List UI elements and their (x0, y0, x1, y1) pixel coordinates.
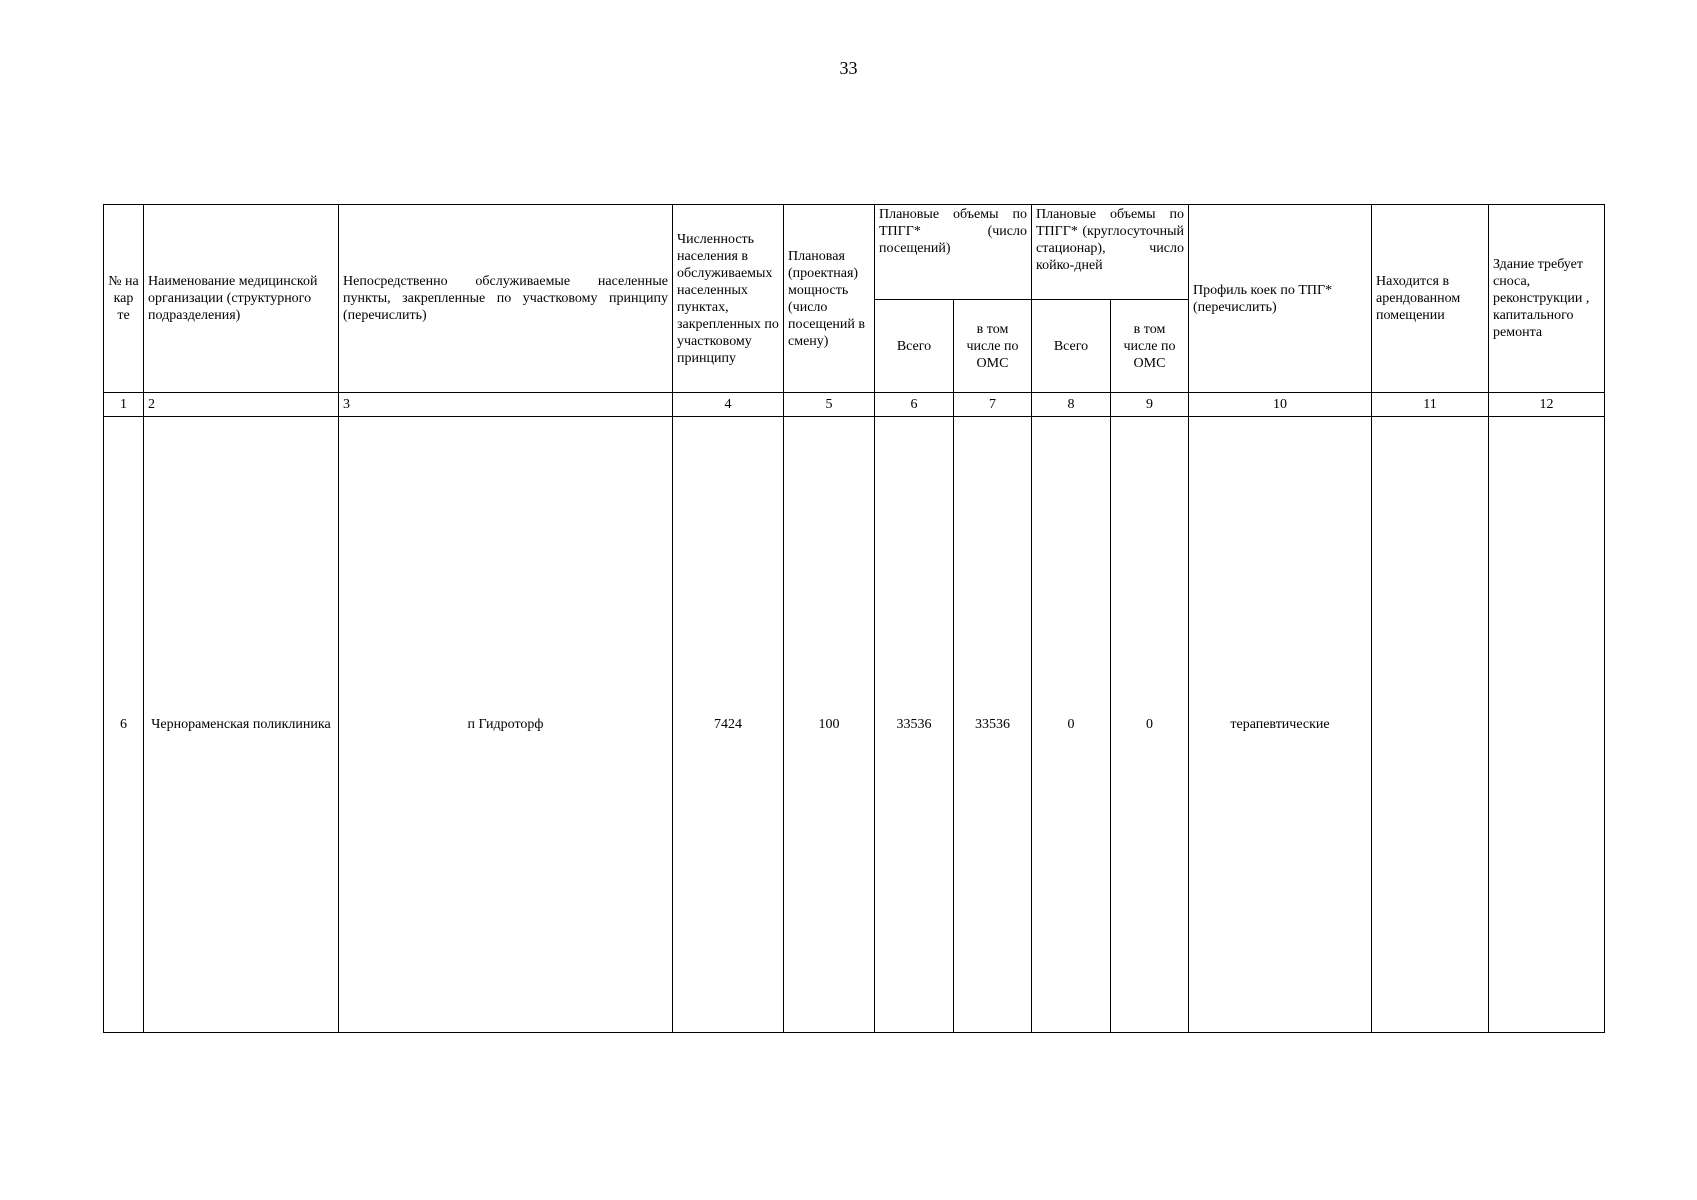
header-visits-total: Всего (875, 300, 954, 393)
column-number: 1 (104, 393, 144, 417)
header-bed-profile: Профиль коек по ТПГ* (перечислить) (1189, 205, 1372, 393)
column-number: 4 (673, 393, 784, 417)
cell-needs-repair (1489, 417, 1605, 1033)
header-bed-days-oms: в том числе по ОМС (1111, 300, 1189, 393)
column-number: 8 (1032, 393, 1111, 417)
header-map-number: № на кар те (104, 205, 144, 393)
page-number: 33 (839, 58, 858, 78)
column-number: 9 (1111, 393, 1189, 417)
column-number: 11 (1372, 393, 1489, 417)
column-number: 12 (1489, 393, 1605, 417)
header-group-tpgg-stationary: Плановые объемы по ТПГГ* (круглосуточный стационар), число койко-дней (1032, 205, 1189, 300)
cell-visits-total: 33536 (875, 417, 954, 1033)
cell-organization-name: Чернораменская поликлиника (144, 417, 339, 1033)
cell-capacity: 100 (784, 417, 875, 1033)
cell-bed-profile: терапевтические (1189, 417, 1372, 1033)
header-group-tpgg-visits: Плановые объемы по ТПГГ* (число посещений) (875, 205, 1032, 300)
table-header-row (104, 205, 1605, 300)
header-bed-days-total: Всего (1032, 300, 1111, 393)
column-number: 5 (784, 393, 875, 417)
column-number: 2 (144, 393, 339, 417)
header-organization-name: Наименование медицинской организации (структурного подразделения) (144, 205, 339, 393)
cell-map-number: 6 (104, 417, 144, 1033)
header-settlements: Непосредственно обслуживаемые населенные пункты, закрепленные по участковому принципу (перечислить) (339, 205, 673, 393)
cell-bed-days-oms: 0 (1111, 417, 1189, 1033)
column-number: 10 (1189, 393, 1372, 417)
medical-organizations-table (103, 204, 1605, 1033)
cell-rented (1372, 417, 1489, 1033)
cell-population: 7424 (673, 417, 784, 1033)
cell-settlements: п Гидроторф (339, 417, 673, 1033)
cell-visits-oms: 33536 (954, 417, 1032, 1033)
column-numbers-row (104, 393, 1605, 417)
header-population: Численность населения в обслуживаемых населенных пунктах, закрепленных по участковому принципу (673, 205, 784, 393)
cell-bed-days-total: 0 (1032, 417, 1111, 1033)
header-visits-oms: в том числе по ОМС (954, 300, 1032, 393)
column-number: 7 (954, 393, 1032, 417)
column-number: 6 (875, 393, 954, 417)
header-rented: Находится в арендованном помещении (1372, 205, 1489, 393)
header-capacity: Плановая (проектная) мощность (число посещений в смену) (784, 205, 875, 393)
header-needs-repair: Здание требует сноса, реконструкции , капитального ремонта (1489, 205, 1605, 393)
column-number: 3 (339, 393, 673, 417)
table-row (104, 417, 1605, 1033)
